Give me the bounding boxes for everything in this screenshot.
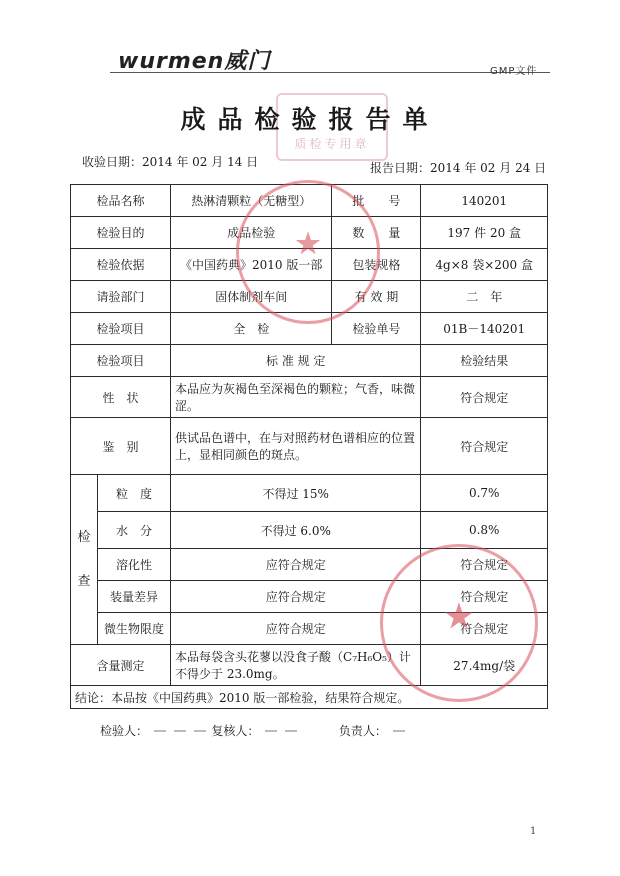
star-icon: ★ bbox=[444, 597, 474, 635]
cell-label: 批 号 bbox=[332, 185, 421, 217]
cell-label: 检验目的 bbox=[71, 217, 171, 249]
cell-label: 水 分 bbox=[97, 512, 170, 549]
quality-stamp-text: 质检专用章 bbox=[294, 137, 370, 151]
company-seal bbox=[236, 180, 380, 324]
cell-label: 溶化性 bbox=[97, 549, 170, 581]
cell-result: 符合规定 bbox=[421, 418, 548, 475]
header-cell: 检验项目 bbox=[71, 345, 171, 377]
cell-value: 全 检 bbox=[171, 313, 332, 345]
header-cell: 标 准 规 定 bbox=[171, 345, 421, 377]
cell-result: 符合规定 bbox=[421, 549, 548, 581]
cell-label: 鉴 别 bbox=[71, 418, 171, 475]
cell-result: 0.7% bbox=[421, 475, 548, 512]
inspector-label: 检验人： bbox=[100, 724, 149, 738]
cell-label: 性 状 bbox=[71, 377, 171, 418]
cell-standard: 应符合规定 bbox=[171, 613, 421, 645]
cell-label: 装量差异 bbox=[97, 581, 170, 613]
reviewer-seal bbox=[285, 730, 297, 732]
report-date: 报告日期：2014 年 02 月 24 日 bbox=[370, 161, 547, 175]
table-row bbox=[71, 345, 548, 377]
cell-standard: 不得过 15% bbox=[171, 475, 421, 512]
cell-label: 数 量 bbox=[332, 217, 421, 249]
responsible-seal bbox=[393, 730, 405, 732]
table-row bbox=[71, 475, 548, 512]
cell-label: 检品名称 bbox=[71, 185, 171, 217]
star-icon: ★ bbox=[295, 227, 321, 260]
cell-label: 检验项目 bbox=[71, 313, 171, 345]
cell-standard: 供试品色谱中，在与对照药材色谱相应的位置上，显相同颜色的斑点。 bbox=[171, 418, 421, 475]
cell-value: 成品检验 bbox=[171, 217, 332, 249]
reviewer-label: 复核人： bbox=[211, 724, 260, 738]
cell-value: 197 件 20 盒 bbox=[421, 217, 548, 249]
cell-label: 包装规格 bbox=[332, 249, 421, 281]
table-row bbox=[71, 377, 548, 418]
cell-standard: 应符合规定 bbox=[171, 549, 421, 581]
cell-result: 0.8% bbox=[421, 512, 548, 549]
check-label-1: 检 bbox=[77, 529, 91, 545]
cell-value: 二 年 bbox=[421, 281, 548, 313]
cell-result: 符合规定 bbox=[421, 377, 548, 418]
company-logo: wurmen威门 bbox=[118, 49, 271, 74]
inspector-seal bbox=[194, 730, 206, 732]
cell-value: 140201 bbox=[421, 185, 548, 217]
header-cell: 检验结果 bbox=[421, 345, 548, 377]
cell-value: 4g×8 袋×200 盒 bbox=[421, 249, 548, 281]
cell-result: 符合规定 bbox=[421, 613, 548, 645]
cell-result: 符合规定 bbox=[421, 581, 548, 613]
receive-date: 收验日期：2014 年 02 月 14 日 bbox=[82, 155, 259, 169]
conclusion: 结论：本品按《中国药典》2010 版一部检验，结果符合规定。 bbox=[71, 686, 548, 709]
cell-standard: 本品应为灰褐色至深褐色的颗粒；气香，味微涩。 bbox=[171, 377, 421, 418]
cell-label: 粒 度 bbox=[97, 475, 170, 512]
cell-value: 《中国药典》2010 版一部 bbox=[171, 249, 332, 281]
inspector-seal bbox=[154, 730, 166, 732]
responsible-label: 负责人： bbox=[338, 724, 387, 738]
table-row bbox=[71, 512, 548, 549]
cell-value: 01B－140201 bbox=[421, 313, 548, 345]
cell-label: 含量测定 bbox=[71, 645, 171, 686]
cell-label: 微生物限度 bbox=[97, 613, 170, 645]
check-label-2: 查 bbox=[77, 573, 91, 589]
header-divider bbox=[110, 72, 550, 73]
cell-result: 27.4mg/袋 bbox=[421, 645, 548, 686]
cell-label: 检验单号 bbox=[332, 313, 421, 345]
cell-label: 检验依据 bbox=[71, 249, 171, 281]
cell-value: 固体制剂车间 bbox=[171, 281, 332, 313]
cell-standard: 不得过 6.0% bbox=[171, 512, 421, 549]
gmp-label: GMP文件 bbox=[490, 66, 538, 77]
inspector-seal bbox=[174, 730, 186, 732]
page-title: 成品检验报告单 bbox=[180, 105, 440, 134]
reviewer-seal bbox=[265, 730, 277, 732]
signature-row bbox=[100, 722, 540, 739]
table-row bbox=[71, 418, 548, 475]
cell-label: 有 效 期 bbox=[332, 281, 421, 313]
cell-label: 请验部门 bbox=[71, 281, 171, 313]
cell-standard: 应符合规定 bbox=[171, 581, 421, 613]
cell-standard: 本品每袋含头花蓼以没食子酸（C₇H₆O₅）计不得少于 23.0mg。 bbox=[171, 645, 421, 686]
check-group-label bbox=[71, 475, 98, 645]
page-number: 1 bbox=[530, 826, 537, 837]
cell-value: 热淋清颗粒（无糖型） bbox=[171, 185, 332, 217]
company-seal bbox=[380, 544, 538, 702]
